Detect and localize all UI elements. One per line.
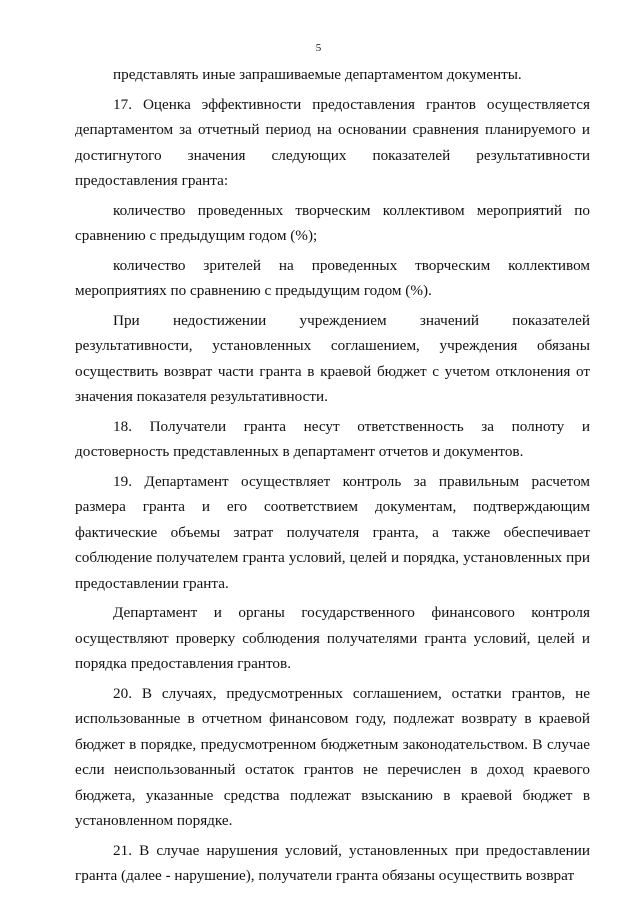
paragraph-control-bodies: Департамент и органы государственного финансового контроля осуществляют проверку соблюдения получателями гранта условий, целей и порядка предоставления грантов. [75, 604, 590, 672]
page-number: 5 [315, 42, 322, 54]
paragraph-17: 17. Оценка эффективности предоставления грантов осуществляется департаментом за отчетный период на основании сравнения планируемого и достигнутого значения следующих показателей результативности предоставления гранта: [75, 95, 590, 189]
paragraph-19: 19. Департамент осуществляет контроль за правильным расчетом размера гранта и его соответствием документам, подтверждающим фактические объемы затрат получателя гранта, а также обеспечивает соблюдение получателем гранта условий, целей и порядка, установленных при предоставлении гранта. [75, 472, 590, 592]
paragraph-20: 20. В случаях, предусмотренных соглашением, остатки грантов, не использованные в отчетном финансовом году, подлежат возврату в краевой бюджет в порядке, предусмотренном бюджетным законодательством. В случае если неиспользованный остаток грантов не перечислен в доход краевого бюджета, указанные средства подлежат взысканию в краевой бюджет в установленном порядке. [75, 684, 590, 829]
paragraph-indicator-events: количество проведенных творческим коллективом мероприятий по сравнению с предыдущим годом (%); [75, 201, 590, 244]
paragraph-18: 18. Получатели гранта несут ответственность за полноту и достоверность представленных в департамент отчетов и документов. [75, 417, 590, 460]
paragraph-21: 21. В случае нарушения условий, установленных при предоставлении гранта (далее - нарушение), получатели гранта обязаны осуществить возврат [75, 841, 590, 884]
paragraph-indicator-viewers: количество зрителей на проведенных творческим коллективом мероприятиях по сравнению с предыдущим годом (%). [75, 256, 590, 299]
paragraph-non-achievement: При недостижении учреждением значений показателей результативности, установленных соглашением, учреждения обязаны осуществить возврат части гранта в краевой бюджет с учетом отклонения от значения показателя результативности. [75, 311, 590, 405]
document-body [75, 62, 590, 893]
paragraph-continuation: представлять иные запрашиваемые департаментом документы. [113, 66, 522, 83]
